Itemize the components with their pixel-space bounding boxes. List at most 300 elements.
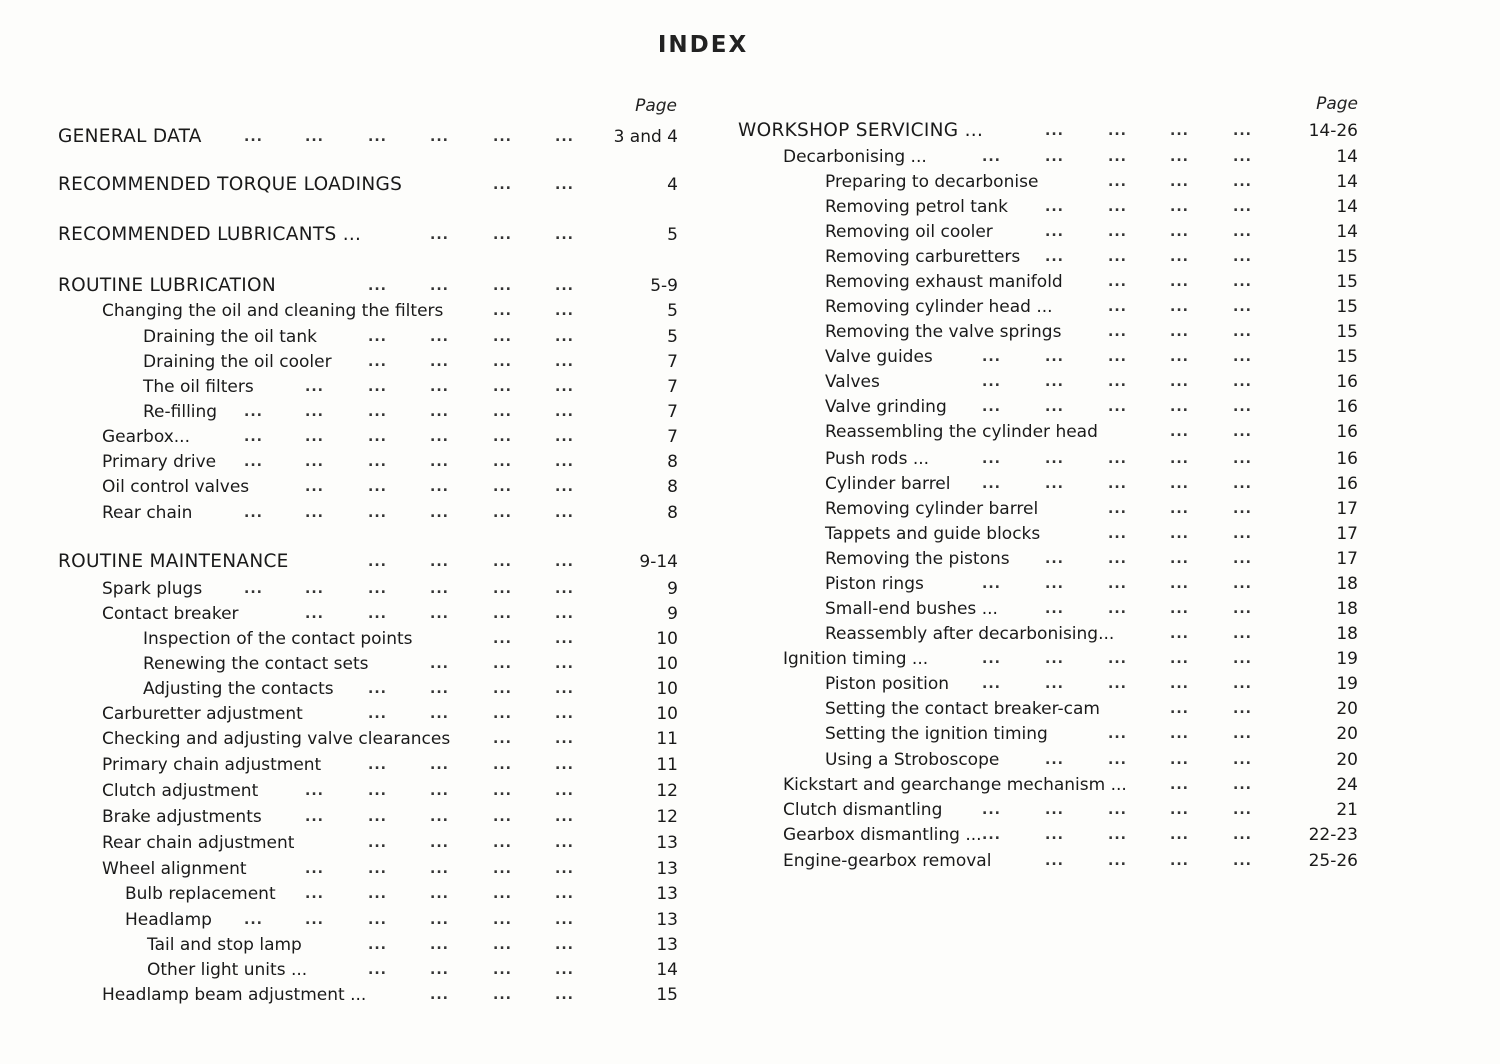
dot-leader: ... [493,783,512,799]
dot-leader: ... [368,886,387,902]
dot-leader: ... [368,404,387,420]
dot-leader: ... [305,505,324,521]
dot-leader: ... [1108,274,1127,290]
dot-leader: ... [982,374,1001,390]
dot-leader: ... [244,429,263,445]
dot-leader: ... [1170,149,1189,165]
dot-leader: ... [493,479,512,495]
index-entry [0,295,1500,319]
dot-leader: ... [1108,726,1127,742]
dot-leader: ... [555,783,574,799]
entry-label: Draining the oil cooler [143,352,332,372]
dot-leader: ... [305,861,324,877]
dot-leader: ... [1170,374,1189,390]
entry-label: Setting the ignition timing [825,724,1048,744]
entry-page-number: 13 [656,935,678,955]
entry-page-number: 22-23 [1308,825,1358,845]
dot-leader: ... [1045,224,1064,240]
dot-leader: ... [1045,827,1064,843]
dot-leader: ... [982,476,1001,492]
page-column-header: Page [635,96,677,116]
dot-leader: ... [1108,601,1127,617]
dot-leader: ... [555,354,574,370]
dot-leader: ... [555,429,574,445]
dot-leader: ... [1233,374,1252,390]
entry-page-number: 25-26 [1308,851,1358,871]
dot-leader: ... [1045,676,1064,692]
entry-label: Wheel alignment [102,859,247,879]
dot-leader: ... [368,129,387,145]
entry-label: Gearbox dismantling ... [783,825,982,845]
entry-label: Setting the contact breaker-cam [825,699,1100,719]
dot-leader: ... [1233,676,1252,692]
dot-leader: ... [430,606,449,622]
dot-leader: ... [368,706,387,722]
dot-leader: ... [1108,299,1127,315]
dot-leader: ... [430,379,449,395]
dot-leader: ... [982,802,1001,818]
dot-leader: ... [1233,752,1252,768]
dot-leader: ... [1045,399,1064,415]
entry-label: Push rods ... [825,449,930,469]
index-entry [0,472,1500,496]
dot-leader: ... [493,454,512,470]
dot-leader: ... [368,429,387,445]
dot-leader: ... [493,656,512,672]
index-entry [0,622,1500,646]
dot-leader: ... [1108,827,1127,843]
entry-label: Kickstart and gearchange mechanism ... [783,775,1127,795]
entry-page-number: 4 [667,175,678,195]
dot-leader: ... [555,757,574,773]
entry-page-number: 5 [667,327,678,347]
dot-leader: ... [1233,601,1252,617]
entry-label: RECOMMENDED TORQUE LOADINGS [58,174,403,195]
index-entry [0,420,1500,444]
dot-leader: ... [982,349,1001,365]
index-entry [0,447,1500,471]
dot-leader: ... [1170,476,1189,492]
dot-leader: ... [1170,526,1189,542]
entry-label: Spark plugs [102,579,203,599]
dot-leader: ... [430,783,449,799]
entry-label: Ignition timing ... [783,649,929,669]
dot-leader: ... [1045,601,1064,617]
dot-leader: ... [1233,249,1252,265]
entry-page-number: 11 [656,755,678,775]
dot-leader: ... [982,827,1001,843]
dot-leader: ... [305,581,324,597]
index-entry [0,773,1500,797]
dot-leader: ... [244,912,263,928]
dot-leader: ... [1170,501,1189,517]
entry-page-number: 5 [667,301,678,321]
dot-leader: ... [493,227,512,243]
dot-leader: ... [305,454,324,470]
entry-label: Removing petrol tank [825,197,1008,217]
entry-page-number: 19 [1336,674,1358,694]
entry-page-number: 19 [1336,649,1358,669]
dot-leader: ... [493,554,512,570]
entry-page-number: 20 [1336,750,1358,770]
dot-leader: ... [1170,576,1189,592]
entry-page-number: 10 [656,679,678,699]
entry-label: Rear chain [102,503,193,523]
dot-leader: ... [1170,676,1189,692]
entry-page-number: 8 [667,477,678,497]
dot-leader: ... [244,505,263,521]
entry-label: Rear chain adjustment [102,833,295,853]
dot-leader: ... [1108,174,1127,190]
dot-leader: ... [1108,149,1127,165]
entry-label: Engine-gearbox removal [783,851,992,871]
dot-leader: ... [1170,399,1189,415]
dot-leader: ... [982,651,1001,667]
entry-page-number: 10 [656,654,678,674]
dot-leader: ... [1233,551,1252,567]
dot-leader: ... [1045,349,1064,365]
entry-page-number: 5 [667,225,678,245]
dot-leader: ... [493,835,512,851]
dot-leader: ... [305,886,324,902]
dot-leader: ... [430,987,449,1003]
entry-page-number: 17 [1336,549,1358,569]
index-entry [0,345,1500,369]
dot-leader: ... [493,354,512,370]
entry-page-number: 17 [1336,499,1358,519]
entry-page-number: 18 [1336,574,1358,594]
dot-leader: ... [368,861,387,877]
entry-page-number: 8 [667,503,678,523]
entry-page-number: 15 [1336,247,1358,267]
entry-label: Draining the oil tank [143,327,317,347]
index-entry [0,597,1500,621]
dot-leader: ... [368,479,387,495]
dot-leader: ... [1170,651,1189,667]
entry-label: ROUTINE MAINTENANCE [58,551,289,572]
dot-leader: ... [1233,853,1252,869]
entry-label: Brake adjustments [102,807,262,827]
dot-leader: ... [1108,451,1127,467]
dot-leader: ... [1170,827,1189,843]
dot-leader: ... [430,505,449,521]
dot-leader: ... [430,835,449,851]
dot-leader: ... [555,554,574,570]
dot-leader: ... [1170,701,1189,717]
entry-page-number: 13 [656,910,678,930]
entry-label: Checking and adjusting valve clearances [102,729,451,749]
dot-leader: ... [1170,324,1189,340]
entry-page-number: 12 [656,807,678,827]
dot-leader: ... [555,809,574,825]
dot-leader: ... [305,129,324,145]
entry-page-number: 16 [1336,422,1358,442]
entry-page-number: 10 [656,704,678,724]
dot-leader: ... [1233,349,1252,365]
dot-leader: ... [1233,451,1252,467]
index-entry [0,672,1500,696]
index-entry [0,245,1500,269]
dot-leader: ... [368,912,387,928]
index-entry [0,572,1500,596]
dot-leader: ... [368,783,387,799]
index-entry [0,697,1500,721]
entry-page-number: 7 [667,352,678,372]
entry-label: Piston rings [825,574,924,594]
dot-leader: ... [1108,802,1127,818]
dot-leader: ... [1233,399,1252,415]
dot-leader: ... [368,554,387,570]
dot-leader: ... [555,505,574,521]
dot-leader: ... [1170,777,1189,793]
index-entry [0,119,1500,143]
dot-leader: ... [493,129,512,145]
dot-leader: ... [555,656,574,672]
entry-label: Contact breaker [102,604,239,624]
dot-leader: ... [1045,123,1064,139]
dot-leader: ... [493,962,512,978]
entry-page-number: 7 [667,427,678,447]
dot-leader: ... [1108,576,1127,592]
dot-leader: ... [430,581,449,597]
dot-leader: ... [493,731,512,747]
dot-leader: ... [1108,224,1127,240]
dot-leader: ... [244,454,263,470]
dot-leader: ... [1233,526,1252,542]
entry-label: Removing exhaust manifold [825,272,1063,292]
dot-leader: ... [1233,576,1252,592]
dot-leader: ... [1170,123,1189,139]
dot-leader: ... [493,937,512,953]
entry-label: Tail and stop lamp [147,935,302,955]
entry-label: Removing carburetters [825,247,1021,267]
dot-leader: ... [493,606,512,622]
index-entry [0,220,1500,244]
dot-leader: ... [1233,199,1252,215]
dot-leader: ... [430,129,449,145]
entry-label: Other light units ... [147,960,308,980]
dot-leader: ... [982,399,1001,415]
entry-page-number: 3 and 4 [613,127,678,147]
dot-leader: ... [430,962,449,978]
dot-leader: ... [555,631,574,647]
entry-page-number: 7 [667,377,678,397]
entry-page-number: 9 [667,604,678,624]
dot-leader: ... [1233,274,1252,290]
entry-label: Re-filling [143,402,218,422]
entry-label: RECOMMENDED LUBRICANTS ... [58,224,362,245]
index-entry [0,798,1500,822]
dot-leader: ... [430,479,449,495]
index-entry [0,849,1500,873]
dot-leader: ... [555,479,574,495]
index-entry [0,195,1500,219]
dot-leader: ... [1233,324,1252,340]
entry-page-number: 15 [656,985,678,1005]
entry-label: Renewing the contact sets [143,654,369,674]
entry-page-number: 16 [1336,449,1358,469]
entry-page-number: 14-26 [1308,121,1358,141]
dot-leader: ... [368,581,387,597]
dot-leader: ... [555,706,574,722]
dot-leader: ... [368,354,387,370]
dot-leader: ... [493,912,512,928]
dot-leader: ... [1170,551,1189,567]
dot-leader: ... [1233,174,1252,190]
dot-leader: ... [982,576,1001,592]
dot-leader: ... [368,505,387,521]
dot-leader: ... [430,404,449,420]
dot-leader: ... [368,809,387,825]
dot-leader: ... [1108,476,1127,492]
dot-leader: ... [305,404,324,420]
entry-page-number: 14 [656,960,678,980]
dot-leader: ... [368,329,387,345]
index-entry [0,170,1500,194]
entry-label: Headlamp beam adjustment ... [102,985,367,1005]
dot-leader: ... [555,937,574,953]
entry-label: Oil control valves [102,477,250,497]
dot-leader: ... [1045,149,1064,165]
entry-label: Headlamp [125,910,212,930]
entry-label: Clutch dismantling [783,800,943,820]
dot-leader: ... [305,606,324,622]
dot-leader: ... [493,303,512,319]
index-entry [0,722,1500,746]
dot-leader: ... [1108,374,1127,390]
dot-leader: ... [493,379,512,395]
entry-page-number: 13 [656,884,678,904]
dot-leader: ... [1170,174,1189,190]
dot-leader: ... [1108,249,1127,265]
dot-leader: ... [982,676,1001,692]
entry-label: Removing cylinder head ... [825,297,1053,317]
dot-leader: ... [368,835,387,851]
entry-page-number: 14 [1336,172,1358,192]
dot-leader: ... [555,581,574,597]
dot-leader: ... [982,451,1001,467]
page-column-header: Page [1316,94,1358,114]
dot-leader: ... [1233,777,1252,793]
dot-leader: ... [555,454,574,470]
entry-label: Preparing to decarbonise [825,172,1039,192]
entry-page-number: 15 [1336,322,1358,342]
entry-label: Carburetter adjustment [102,704,303,724]
dot-leader: ... [1233,651,1252,667]
dot-leader: ... [368,454,387,470]
entry-page-number: 16 [1336,474,1358,494]
entry-page-number: 18 [1336,624,1358,644]
dot-leader: ... [555,129,574,145]
dot-leader: ... [1108,324,1127,340]
entry-page-number: 14 [1336,197,1358,217]
entry-label: Decarbonising ... [783,147,927,167]
dot-leader: ... [1045,199,1064,215]
dot-leader: ... [1045,802,1064,818]
entry-label: Using a Stroboscope [825,750,1000,770]
dot-leader: ... [430,656,449,672]
dot-leader: ... [1170,199,1189,215]
dot-leader: ... [555,987,574,1003]
dot-leader: ... [493,987,512,1003]
dot-leader: ... [1045,576,1064,592]
dot-leader: ... [1233,476,1252,492]
entry-label: Removing oil cooler [825,222,993,242]
dot-leader: ... [1233,123,1252,139]
dot-leader: ... [1045,476,1064,492]
dot-leader: ... [982,149,1001,165]
index-entry [0,522,1500,546]
entry-label: Valve grinding [825,397,947,417]
dot-leader: ... [305,783,324,799]
entry-label: Reassembling the cylinder head [825,422,1098,442]
entry-page-number: 16 [1336,372,1358,392]
dot-leader: ... [1233,701,1252,717]
dot-leader: ... [430,886,449,902]
dot-leader: ... [305,429,324,445]
entry-page-number: 21 [1336,800,1358,820]
dot-leader: ... [555,886,574,902]
index-entry [0,647,1500,671]
dot-leader: ... [1045,752,1064,768]
entry-page-number: 13 [656,859,678,879]
entry-label: Small-end bushes ... [825,599,998,619]
dot-leader: ... [555,303,574,319]
entry-label: Adjusting the contacts [143,679,334,699]
dot-leader: ... [1045,853,1064,869]
entry-label: Gearbox... [102,427,190,447]
dot-leader: ... [1108,853,1127,869]
index-entry [0,748,1500,772]
dot-leader: ... [1045,249,1064,265]
entry-page-number: 9-14 [639,552,678,572]
index-entry [0,395,1500,419]
dot-leader: ... [244,581,263,597]
dot-leader: ... [493,404,512,420]
entry-page-number: 15 [1336,272,1358,292]
index-entry [0,823,1500,847]
dot-leader: ... [555,861,574,877]
dot-leader: ... [244,129,263,145]
entry-page-number: 17 [1336,524,1358,544]
dot-leader: ... [1170,424,1189,440]
dot-leader: ... [1170,726,1189,742]
dot-leader: ... [555,278,574,294]
dot-leader: ... [555,329,574,345]
dot-leader: ... [430,278,449,294]
dot-leader: ... [493,278,512,294]
entry-label: The oil filters [143,377,254,397]
entry-page-number: 18 [1336,599,1358,619]
entry-page-number: 9 [667,579,678,599]
entry-label: Bulb replacement [125,884,276,904]
dot-leader: ... [555,606,574,622]
dot-leader: ... [368,962,387,978]
dot-leader: ... [1108,123,1127,139]
index-entry [0,270,1500,294]
dot-leader: ... [1045,551,1064,567]
dot-leader: ... [1233,726,1252,742]
dot-leader: ... [555,681,574,697]
entry-label: Piston position [825,674,950,694]
dot-leader: ... [1108,676,1127,692]
dot-leader: ... [430,554,449,570]
entry-label: GENERAL DATA [58,126,202,147]
entry-label: Removing the pistons [825,549,1010,569]
dot-leader: ... [1170,349,1189,365]
dot-leader: ... [368,606,387,622]
dot-leader: ... [493,581,512,597]
